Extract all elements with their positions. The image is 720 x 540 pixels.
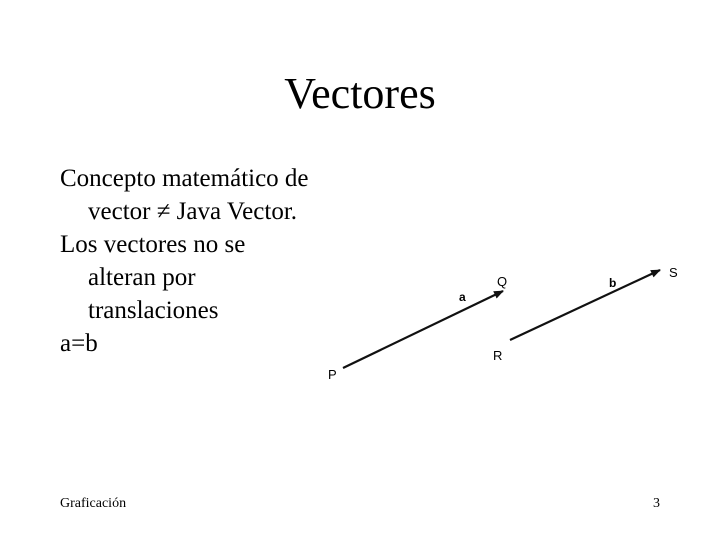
vector-a-label: a: [459, 290, 466, 304]
vector-b-arrow: [510, 270, 660, 340]
bullet-item: [60, 327, 360, 360]
footer-page-number: 3: [653, 496, 660, 511]
bullet-item: [60, 228, 360, 327]
point-r-label: R: [493, 348, 503, 363]
bullet-line: alteran por: [88, 264, 196, 291]
bullet-line: Los vectores no se: [60, 231, 246, 258]
point-p-label: P: [328, 367, 337, 382]
footer-course-name: Graficación: [60, 496, 127, 511]
bullet-list: [60, 162, 360, 360]
bullet-line: vector ≠ Java Vector.: [88, 198, 298, 225]
point-q-label: Q: [497, 274, 508, 289]
vector-figure: [318, 250, 698, 385]
bullet-item: [60, 162, 360, 228]
vector-a-arrow: [343, 291, 503, 368]
vector-b-label: b: [609, 276, 617, 290]
bullet-line: a=b: [60, 330, 98, 357]
bullet-line: Concepto matemático de: [60, 165, 309, 192]
point-s-label: S: [669, 265, 678, 280]
slide-title: Vectores: [284, 69, 436, 118]
bullet-line: translaciones: [88, 297, 219, 324]
